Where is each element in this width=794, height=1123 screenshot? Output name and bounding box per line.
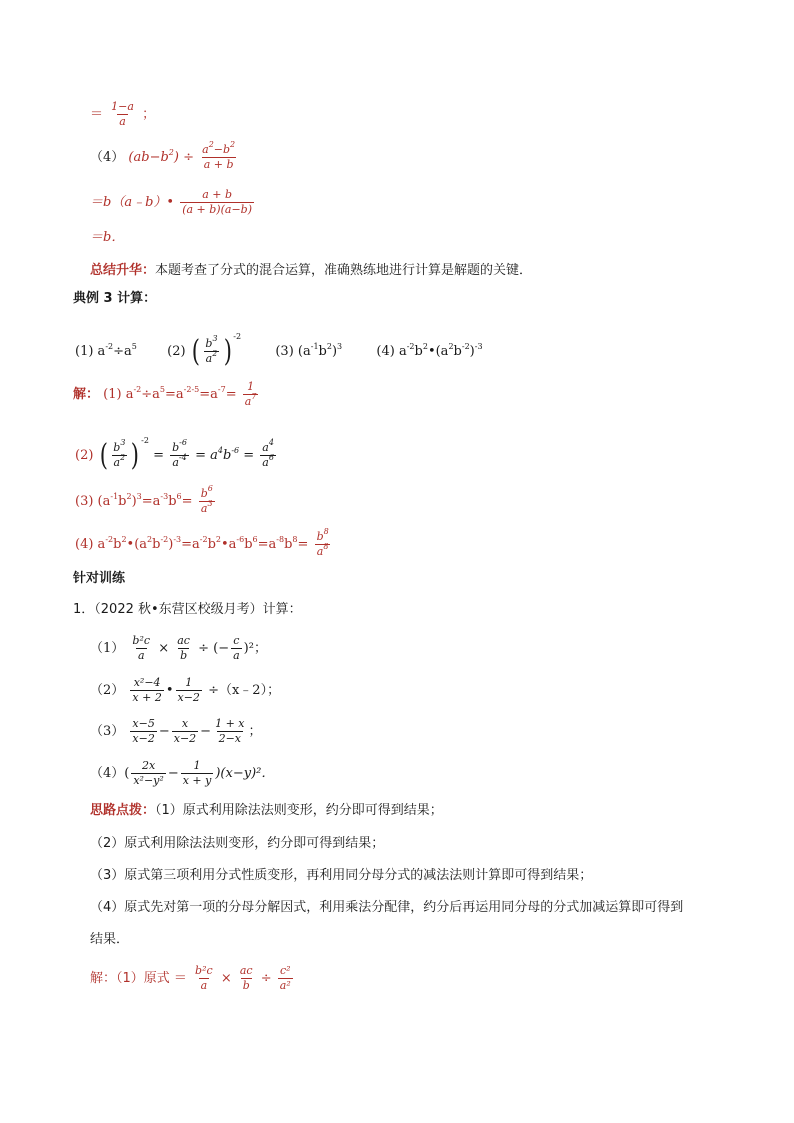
solution-3-line-3: (3) $(a^{-1}b^2)^3=a^{-3}b^6=$ $\frac{b^6}{a^3}$ <box>75 484 213 515</box>
training-item-1: 1．（2022 秋•东营区校级月考）计算： <box>73 602 302 617</box>
solution-3-line-2: (2) ( $\frac{b^3}{a^2}$ ) $^{-2}$ = $\frac{b^{-6}}{a^{-4}}$ = $a^4b^{-6}$ = $\frac{a^4}{a^6}$ <box>75 436 274 473</box>
summary-line: 总结升华：本题考查了分式的混合运算，准确熟练地进行计算是解题的关键． <box>90 263 533 278</box>
solution-3-line-1: 解： (1) $a^{-2}\div a^5=a^{-2-5}=a^{-7}=$ $\frac{1}{a^7}$ <box>73 380 257 408</box>
hint-4-continued: 结果． <box>90 932 130 947</box>
training-problem-4: （4）( $\frac{2x}{\text{x²−y²}}$ − $\frac{1}{x + y}$ )(x−y)²． <box>90 759 275 787</box>
hint-3: （3）原式第三项利用分式性质变形，再利用同分母分式的减法法则计算即可得到结果； <box>90 868 593 883</box>
example-3-q2: (2) ( $\frac{b^3}{a^2}$ ) $^{-2}$ <box>167 332 242 369</box>
solution-3-line-4: (4) $a^{-2}b^2•(a^2b^{-2})^{-3}=a^{-2}b^2•a^{-6}b^6=a^{-8}b^8=$ $\frac{b^8}{a^8}$ <box>75 527 329 558</box>
example-3-q3: (3) $(a^{-1}b^2)^3$ <box>275 342 343 359</box>
problem-4-step: ＝b（a﹣b）• $\frac{a + b}{(a + b)(a-b)}$ <box>90 188 252 216</box>
example-3-title: 典例 3 计算： <box>73 291 157 306</box>
problem-4-expression: （4） $(ab-b^2)$ ÷ $\frac{a^2-b^2}{a + b}$ <box>90 140 236 171</box>
hint-2: （2）原式利用除法法则变形，约分即可得到结果； <box>90 836 385 851</box>
training-heading: 针对训练 <box>73 571 126 586</box>
hint-4: （4）原式先对第一项的分母分解因式，利用乘法分配律，约分后再运用同分母的分式加减运算即可得到 <box>90 900 684 915</box>
hint-1: 思路点拨：（1）原式利用除法法则变形，约分即可得到结果； <box>90 803 443 818</box>
training-problem-1: （1） $\frac{\text{b²c}}{a}$ × $\frac{ac}{b}$ ÷ (− $\frac{c}{a}$ )²； <box>90 634 267 662</box>
training-problem-2: （2） $\frac{\text{x²−4}}{x + 2}$ • $\frac{1}{x-2}$ ÷（x﹣2）； <box>90 676 281 704</box>
final-solution-1: 解：（1）原式 ＝ $\frac{\text{b²c}}{a}$ × $\frac{ac}{b}$ ÷ $\frac{\text{c²}}{\text{a²}}$ <box>90 964 291 992</box>
answer-line-3-result: ＝ $\frac{1-a}{a}$ ； <box>90 100 156 128</box>
example-3-questions <box>75 328 483 367</box>
problem-4-result: ＝b． <box>90 230 125 245</box>
example-3-q4: (4) $a^{-2}b^2•(a^2b^{-2})^{-3}$ <box>376 342 483 359</box>
training-problem-3: （3） $\frac{x-5}{x-2}$ − $\frac{x}{x-2}$ − $\frac{1 + x}{2-x}$ ； <box>90 717 262 745</box>
example-3-q1: (1) $a^{-2}\div a^5$ <box>75 342 137 359</box>
